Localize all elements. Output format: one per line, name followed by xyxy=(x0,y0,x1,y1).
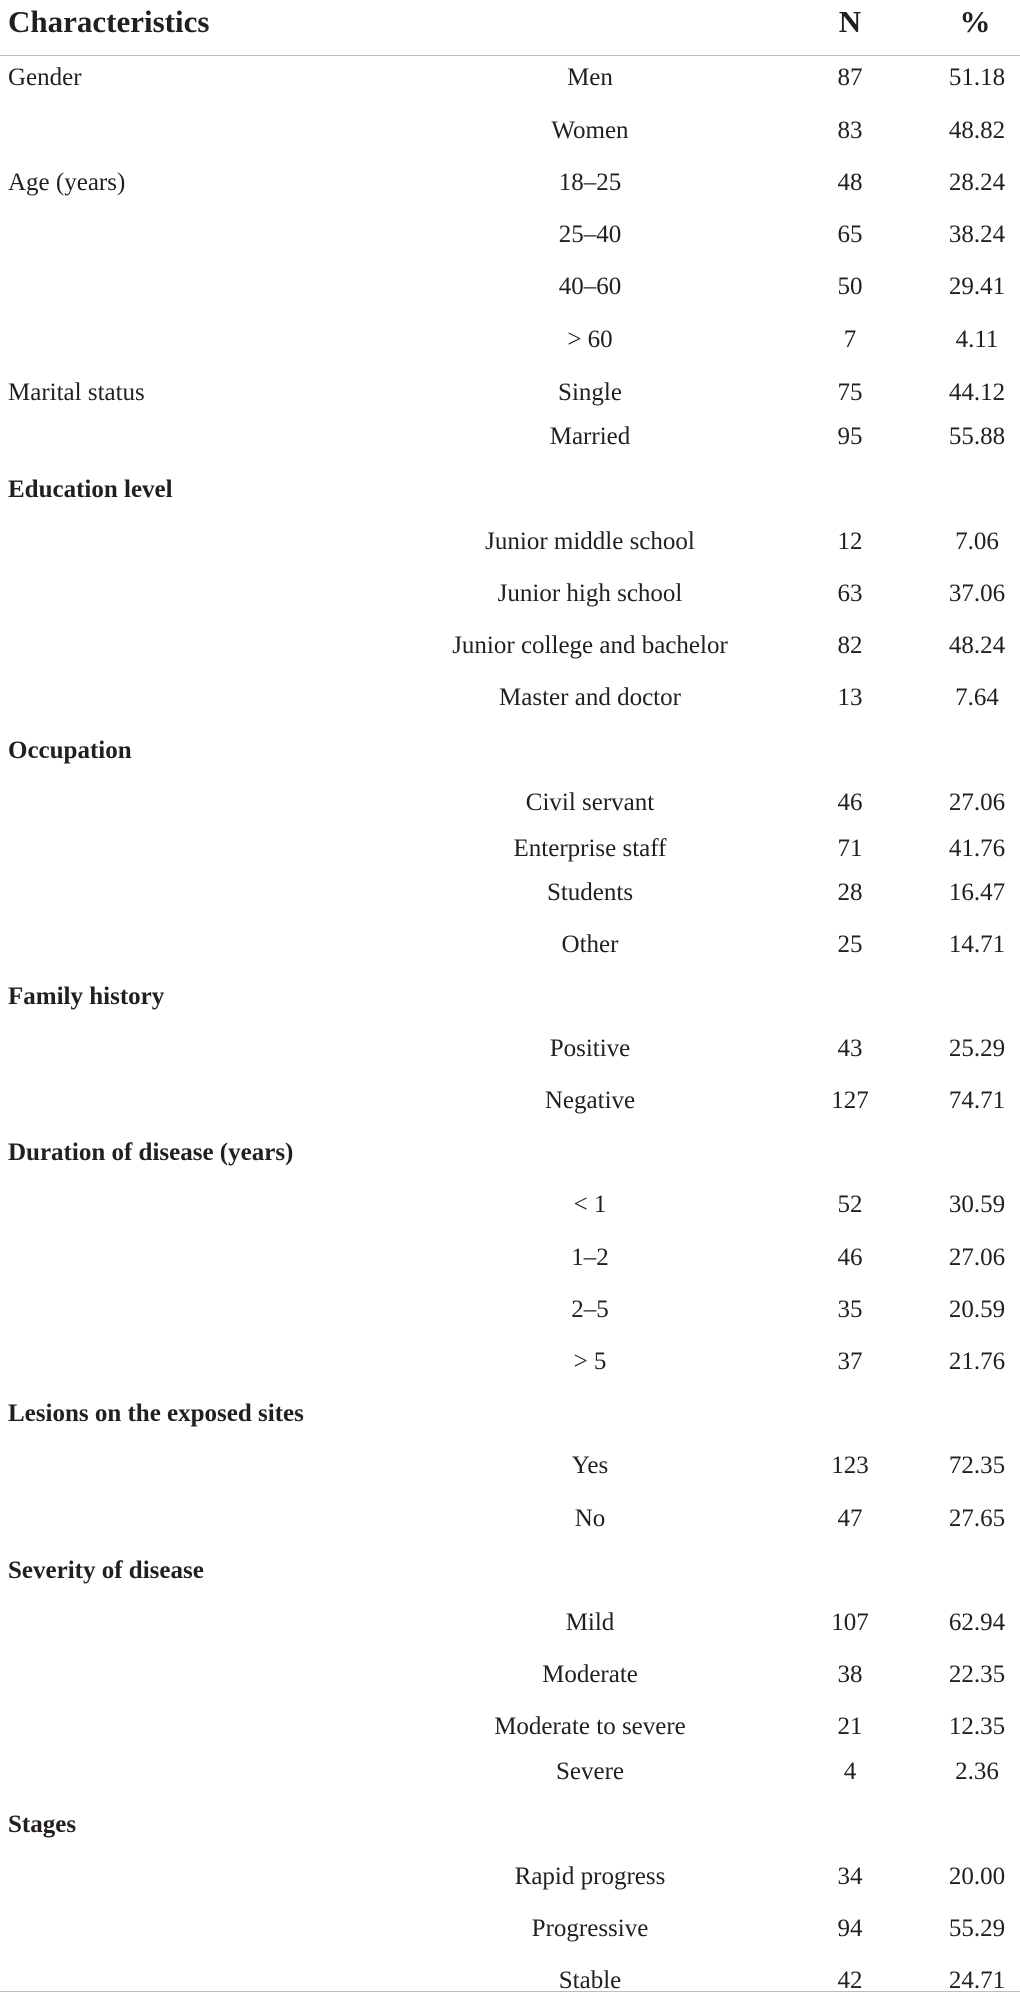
table-row xyxy=(0,111,1020,151)
category-heading: Stages xyxy=(8,1811,77,1838)
table-row xyxy=(0,678,1020,718)
count-value: 37 xyxy=(837,1348,863,1375)
count-value: 50 xyxy=(837,273,863,300)
bottom-rule xyxy=(0,1991,1020,1992)
count-value: 43 xyxy=(837,1035,863,1062)
count-value: 65 xyxy=(837,221,863,248)
count-value: 4 xyxy=(843,1758,857,1785)
table-row xyxy=(0,470,1020,510)
percent-value: 55.29 xyxy=(948,1915,1006,1942)
percent-value: 27.65 xyxy=(948,1505,1006,1532)
subcategory-label xyxy=(390,470,790,510)
percent-value xyxy=(932,731,1020,771)
subcategory-label: Junior middle school xyxy=(485,528,695,555)
table-row xyxy=(0,1707,1020,1747)
subcategory-label: Rapid progress xyxy=(514,1863,666,1890)
table-row xyxy=(0,1185,1020,1225)
count-value: 94 xyxy=(837,1915,863,1942)
percent-value: 37.06 xyxy=(948,580,1006,607)
table-row xyxy=(0,373,1020,413)
subcategory-label: No xyxy=(574,1505,606,1532)
subcategory-label: Enterprise staff xyxy=(513,835,667,862)
table-row xyxy=(0,163,1020,203)
subcategory-label: Severe xyxy=(555,1758,625,1785)
table-row xyxy=(0,320,1020,360)
header-percent: % xyxy=(959,4,991,39)
percent-value: 51.18 xyxy=(948,64,1006,91)
table-row xyxy=(0,1238,1020,1278)
table-row xyxy=(0,1394,1020,1434)
percent-value: 7.06 xyxy=(955,528,999,555)
subcategory-label: Junior college and bachelor xyxy=(452,632,728,659)
count-value: 47 xyxy=(837,1505,863,1532)
subcategory-label: Negative xyxy=(544,1087,636,1114)
table-row xyxy=(0,1752,1020,1792)
percent-value: 48.24 xyxy=(948,632,1006,659)
subcategory-label: 2–5 xyxy=(571,1296,609,1323)
percent-value: 22.35 xyxy=(948,1661,1006,1688)
table-row xyxy=(0,1551,1020,1591)
count-value: 38 xyxy=(837,1661,863,1688)
count-value xyxy=(800,977,900,1017)
percent-value: 44.12 xyxy=(948,379,1006,406)
count-value: 83 xyxy=(837,117,863,144)
count-value: 46 xyxy=(837,789,863,816)
count-value: 63 xyxy=(837,580,863,607)
subcategory-label: Married xyxy=(549,423,631,450)
count-value: 82 xyxy=(837,632,863,659)
percent-value xyxy=(932,1133,1020,1173)
subcategory-label: > 60 xyxy=(567,326,613,353)
percent-value xyxy=(932,1805,1020,1845)
count-value xyxy=(800,1551,900,1591)
percent-value: 16.47 xyxy=(948,879,1006,906)
percent-value xyxy=(932,470,1020,510)
table-row xyxy=(0,1603,1020,1643)
category-heading: Duration of disease (years) xyxy=(8,1139,294,1166)
subcategory-label xyxy=(390,977,790,1017)
subcategory-label: Mild xyxy=(565,1609,615,1636)
count-value: 95 xyxy=(837,423,863,450)
subcategory-label xyxy=(390,1133,790,1173)
category-heading: Education level xyxy=(8,476,173,503)
category-label: Gender xyxy=(8,64,82,91)
category-heading: Lesions on the exposed sites xyxy=(8,1400,304,1427)
count-value: 123 xyxy=(831,1452,869,1479)
table-row xyxy=(0,1342,1020,1382)
percent-value: 29.41 xyxy=(948,273,1006,300)
category-heading: Family history xyxy=(8,983,165,1010)
table-row xyxy=(0,58,1020,98)
percent-value xyxy=(932,977,1020,1017)
count-value xyxy=(800,1133,900,1173)
percent-value: 38.24 xyxy=(948,221,1006,248)
count-value: 7 xyxy=(843,326,857,353)
category-label: Age (years) xyxy=(8,169,126,196)
percent-value xyxy=(932,1551,1020,1591)
percent-value: 24.71 xyxy=(948,1967,1006,1994)
count-value: 25 xyxy=(837,931,863,958)
table-row xyxy=(0,1805,1020,1845)
percent-value: 72.35 xyxy=(948,1452,1006,1479)
table-row xyxy=(0,267,1020,307)
subcategory-label: Stable xyxy=(558,1967,622,1994)
subcategory-label: Junior high school xyxy=(497,580,683,607)
table-row xyxy=(0,215,1020,255)
count-value: 34 xyxy=(837,1863,863,1890)
count-value: 28 xyxy=(837,879,863,906)
count-value xyxy=(800,1805,900,1845)
table-row xyxy=(0,1961,1020,2001)
count-value: 87 xyxy=(837,64,863,91)
subcategory-label xyxy=(390,1551,790,1591)
table-row xyxy=(0,1857,1020,1897)
percent-value xyxy=(932,1394,1020,1434)
table-row xyxy=(0,417,1020,457)
percent-value: 25.29 xyxy=(948,1035,1006,1062)
count-value: 46 xyxy=(837,1244,863,1271)
table-row xyxy=(0,626,1020,666)
header-rule xyxy=(0,55,1020,56)
subcategory-label: < 1 xyxy=(573,1191,607,1218)
percent-value: 30.59 xyxy=(948,1191,1006,1218)
percent-value: 4.11 xyxy=(955,326,999,353)
subcategory-label: Women xyxy=(551,117,629,144)
percent-value: 12.35 xyxy=(948,1713,1006,1740)
subcategory-label xyxy=(390,731,790,771)
count-value: 71 xyxy=(837,835,863,862)
table-row xyxy=(0,1909,1020,1949)
subcategory-label: Master and doctor xyxy=(499,684,681,711)
count-value: 52 xyxy=(837,1191,863,1218)
count-value: 48 xyxy=(837,169,863,196)
percent-value: 7.64 xyxy=(955,684,999,711)
table-row xyxy=(0,1290,1020,1330)
count-value: 12 xyxy=(837,528,863,555)
count-value: 13 xyxy=(837,684,863,711)
count-value: 107 xyxy=(831,1609,869,1636)
table-row xyxy=(0,1499,1020,1539)
percent-value: 28.24 xyxy=(948,169,1006,196)
table-row xyxy=(0,1029,1020,1069)
category-heading: Occupation xyxy=(8,737,132,764)
category-heading: Severity of disease xyxy=(8,1557,204,1584)
percent-value: 41.76 xyxy=(948,835,1006,862)
count-value: 42 xyxy=(837,1967,863,1994)
subcategory-label: Single xyxy=(558,379,622,406)
subcategory-label: Civil servant xyxy=(525,789,655,816)
table-row xyxy=(0,829,1020,869)
table-row xyxy=(0,574,1020,614)
subcategory-label xyxy=(390,1394,790,1434)
table-row xyxy=(0,1081,1020,1121)
percent-value: 62.94 xyxy=(948,1609,1006,1636)
subcategory-label: 25–40 xyxy=(558,221,622,248)
table-row xyxy=(0,783,1020,823)
subcategory-label: Positive xyxy=(549,1035,631,1062)
table-row xyxy=(0,731,1020,771)
percent-value: 55.88 xyxy=(948,423,1006,450)
count-value: 21 xyxy=(837,1713,863,1740)
category-label: Marital status xyxy=(8,379,145,406)
count-value: 127 xyxy=(831,1087,869,1114)
count-value: 35 xyxy=(837,1296,863,1323)
percent-value: 48.82 xyxy=(948,117,1006,144)
subcategory-label: Students xyxy=(546,879,634,906)
subcategory-label: Progressive xyxy=(531,1915,649,1942)
subcategory-label: Moderate to severe xyxy=(494,1713,686,1740)
subcategory-label: Yes xyxy=(571,1452,609,1479)
percent-value: 2.36 xyxy=(955,1758,999,1785)
subcategory-label: Other xyxy=(561,931,619,958)
subcategory-label: Moderate xyxy=(542,1661,638,1688)
count-value xyxy=(800,731,900,771)
percent-value: 27.06 xyxy=(948,789,1006,816)
header-n: N xyxy=(838,4,862,39)
count-value: 75 xyxy=(837,379,863,406)
table-row xyxy=(0,977,1020,1017)
subcategory-label: 18–25 xyxy=(558,169,622,196)
percent-value: 20.00 xyxy=(948,1863,1006,1890)
percent-value: 74.71 xyxy=(948,1087,1006,1114)
table-row xyxy=(0,925,1020,965)
subcategory-label xyxy=(390,1805,790,1845)
count-value xyxy=(800,470,900,510)
percent-value: 27.06 xyxy=(948,1244,1006,1271)
percent-value: 20.59 xyxy=(948,1296,1006,1323)
table-row xyxy=(0,873,1020,913)
table-row xyxy=(0,1133,1020,1173)
subcategory-label: 1–2 xyxy=(571,1244,609,1271)
percent-value: 14.71 xyxy=(948,931,1006,958)
subcategory-label: > 5 xyxy=(573,1348,607,1375)
header-characteristics: Characteristics xyxy=(8,4,210,39)
table-row xyxy=(0,1655,1020,1695)
table-row xyxy=(0,522,1020,562)
table-row xyxy=(0,1446,1020,1486)
percent-value: 21.76 xyxy=(948,1348,1006,1375)
subcategory-label: 40–60 xyxy=(558,273,622,300)
subcategory-label: Men xyxy=(567,64,613,91)
count-value xyxy=(800,1394,900,1434)
